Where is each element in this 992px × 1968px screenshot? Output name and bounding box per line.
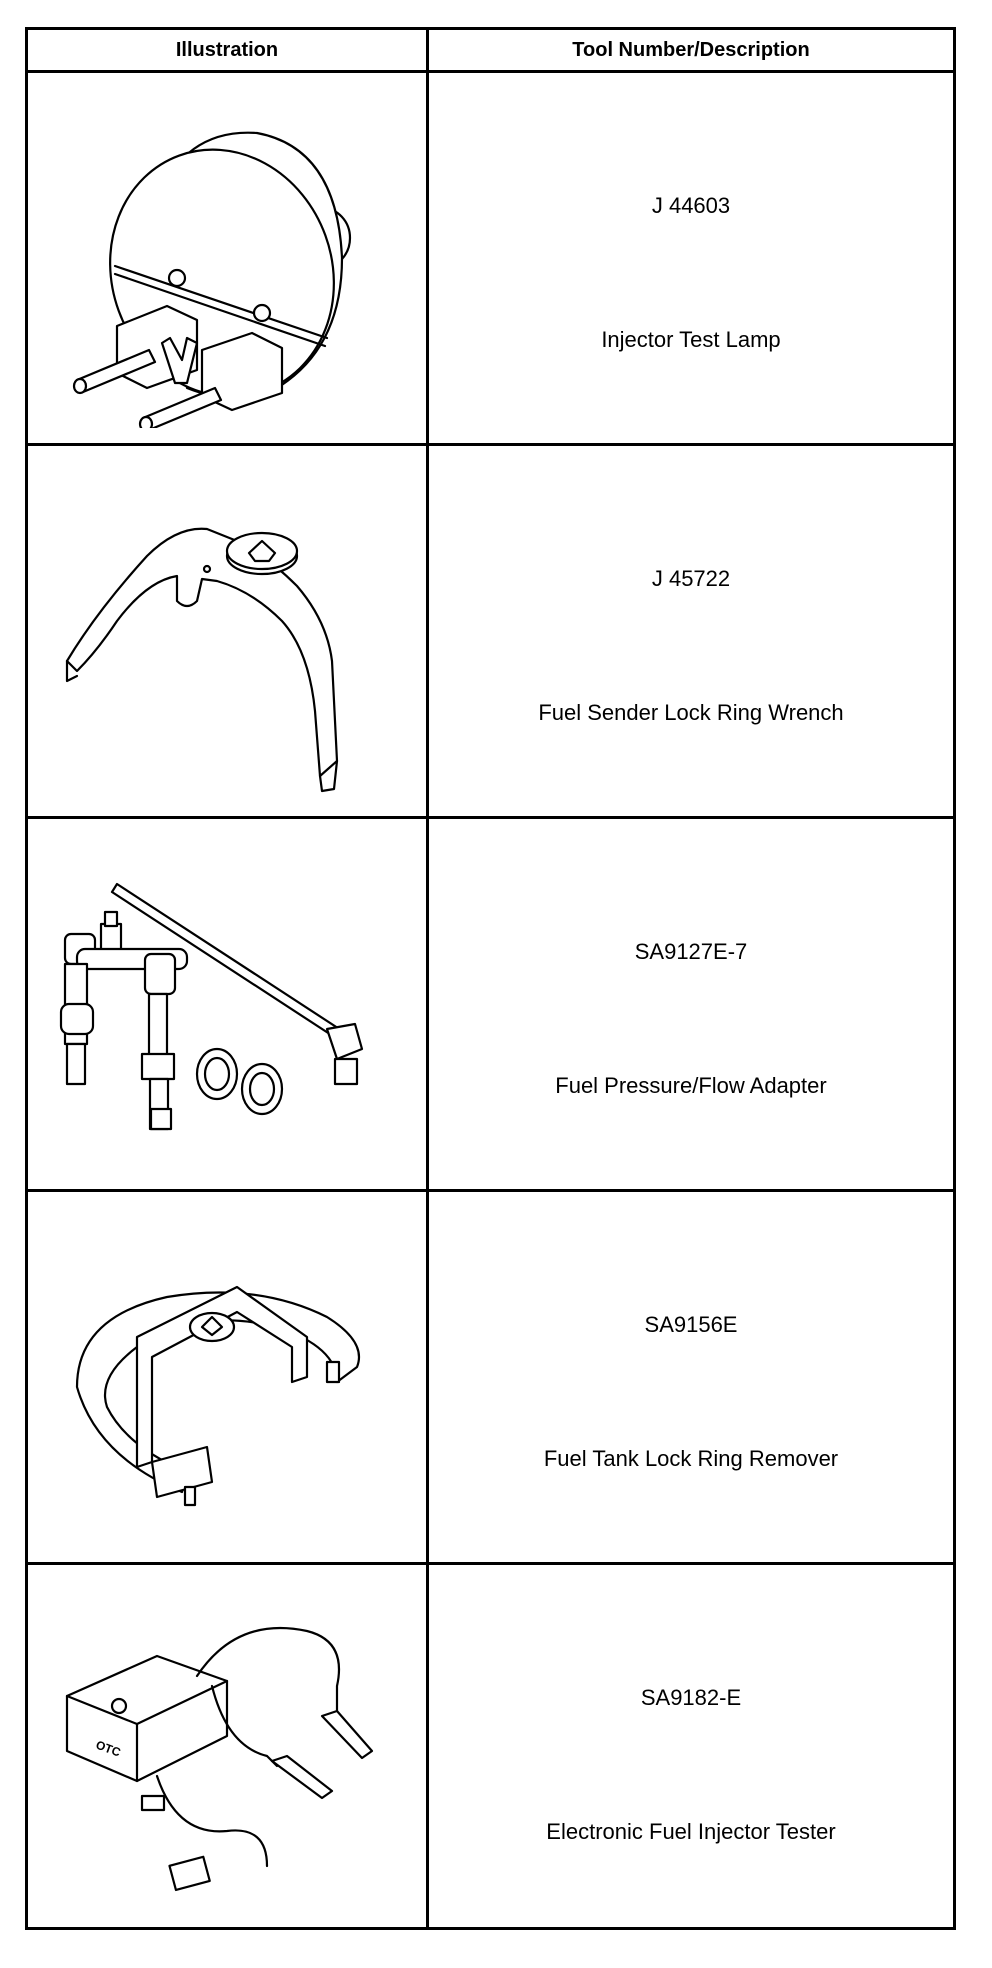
description-cell bbox=[429, 819, 953, 1189]
tool-number: SA9127E-7 bbox=[634, 939, 748, 964]
tool-description: Electronic Fuel Injector Tester bbox=[546, 1819, 836, 1844]
tool-number: SA9156E bbox=[644, 1312, 738, 1337]
tool-description: Fuel Tank Lock Ring Remover bbox=[543, 1446, 839, 1471]
illustration-cell bbox=[28, 819, 429, 1189]
lock-ring-remover-icon bbox=[37, 1207, 417, 1547]
header-illustration: Illustration bbox=[28, 30, 429, 70]
table-header-row bbox=[28, 30, 953, 70]
table-row bbox=[28, 1189, 953, 1562]
description-cell bbox=[429, 1192, 953, 1562]
header-tool-number-description: Tool Number/Description bbox=[572, 38, 810, 61]
illustration-cell bbox=[28, 73, 429, 443]
tool-number: J 45722 bbox=[651, 566, 731, 591]
tool-number: SA9182-E bbox=[640, 1685, 742, 1710]
tool-description: Injector Test Lamp bbox=[601, 327, 781, 352]
tool-description: Fuel Sender Lock Ring Wrench bbox=[538, 700, 844, 725]
illustration-cell bbox=[28, 1192, 429, 1562]
injector-tester-icon bbox=[37, 1576, 417, 1916]
lock-ring-wrench-icon bbox=[37, 461, 417, 801]
description-cell bbox=[429, 446, 953, 816]
table-row bbox=[28, 816, 953, 1189]
tool-number: J 44603 bbox=[651, 193, 731, 218]
injector-test-lamp-icon bbox=[37, 88, 417, 428]
illustration-cell bbox=[28, 446, 429, 816]
illustration-cell bbox=[28, 1565, 429, 1927]
table-row bbox=[28, 1562, 953, 1927]
description-cell bbox=[429, 73, 953, 443]
fuel-pressure-adapter-icon bbox=[37, 834, 417, 1174]
tool-table bbox=[25, 27, 956, 1930]
description-cell bbox=[429, 1565, 953, 1927]
table-row bbox=[28, 443, 953, 816]
tester-brand-label: OTC bbox=[93, 1737, 123, 1760]
tool-description: Fuel Pressure/Flow Adapter bbox=[555, 1073, 827, 1098]
table-row bbox=[28, 70, 953, 443]
